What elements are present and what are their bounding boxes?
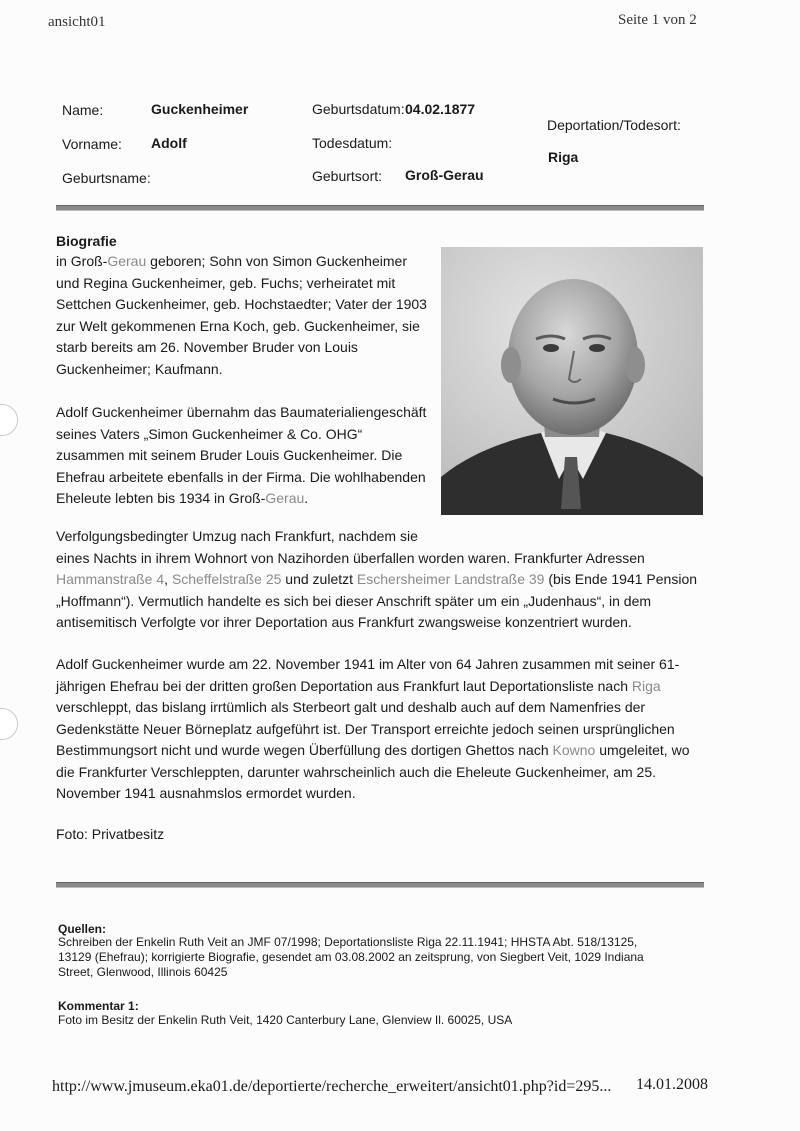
name-label: Name: xyxy=(62,102,104,118)
bio-text-run: und zuletzt xyxy=(281,571,357,587)
footer-url: http://www.jmuseum.eka01.de/deportierte/recherche_erweitert/ansicht01.php?id=295... xyxy=(52,1078,612,1095)
header-page-count: Seite 1 von 2 xyxy=(618,12,697,28)
bio-text-run: in Groß- xyxy=(56,253,108,269)
divider-bottom xyxy=(56,882,704,888)
biography-title: Biografie xyxy=(56,233,117,249)
sources-title: Quellen: xyxy=(58,922,107,936)
bio-text-run: Adolf Guckenheimer wurde am 22. November 1941 im Alter von 64 Jahren zusammen mit seiner 61- jährigen Ehefrau bei der dritten großen Deportation aus Frankfurt laut Deportationsliste nach xyxy=(56,656,680,694)
place-link[interactable]: Eschersheimer Landstraße 39 xyxy=(356,571,545,587)
place-link[interactable]: Gerau xyxy=(107,253,147,269)
punch-hole-upper xyxy=(0,404,18,436)
bio-text-run: Verfolgungsbedingter Umzug nach Frankfurt, nachdem sie eines Nachts in ihrem Wohnort von Nazihorden überfallen worden waren. Frankfurter Adressen xyxy=(56,528,645,566)
geburtsort-value: Groß-Gerau xyxy=(405,167,484,183)
vorname-value: Adolf xyxy=(151,135,187,151)
geburtsname-label: Geburtsname: xyxy=(62,170,151,186)
comment-text: Foto im Besitz der Enkelin Ruth Veit, 1420 Canterbury Lane, Glenview Il. 60025, USA xyxy=(58,1013,513,1027)
bio-paragraph-1 xyxy=(56,251,436,380)
bio-text-run: verschleppt, das bislang irrtümlich als Sterbeort galt und deshalb auch auf dem Namenfries der Gedenkstätte Neuer Börneplatz aufgeführt ist. Der Transport erreichte jedoch seinen ursprünglichen Bestimmungsort nicht und wurde wegen Überfüllung des dortigen Ghettos nach xyxy=(56,699,675,758)
punch-hole-lower xyxy=(0,708,18,740)
bio-text-run: . xyxy=(304,490,309,506)
geburtsdatum-label: Geburtsdatum: xyxy=(312,101,405,117)
bio-text-run: Adolf Guckenheimer übernahm das Baumaterialiengeschäft seines Vaters „Simon Guckenheimer & Co. OHG“ zusammen mit seinem Bruder Louis Guckenheimer. Die Ehefrau arbeitete ebenfalls in der Firma. Die wohlhabenden Eheleute lebten bis 1934 in Groß- xyxy=(56,404,427,506)
name-value: Guckenheimer xyxy=(151,101,249,117)
deportation-value: Riga xyxy=(548,149,579,165)
bio-text-run: (bis Ende 1941 Pension „Hoffmann“). Vermutlich handelte es sich bei dieser Anschrift später um ein „Judenhaus“, in dem antisemitisch Verfolgte vor ihrer Deportation aus Frankfurt zwangsweise konzentriert wurden. xyxy=(56,571,698,630)
comment-title: Kommentar 1: xyxy=(58,999,139,1013)
todesdatum-label: Todesdatum: xyxy=(312,135,393,151)
bio-text-run: geboren; Sohn von Simon Guckenheimer und Regina Guckenheimer, geb. Fuchs; verheiratet mit Settchen Guckenheimer, geb. Hochstaedter; Vater der 1903 zur Welt gekommenen Erna Koch, geb. Guckenheimer, sie starb bereits am 26. November Bruder von Louis Guckenheimer; Kaufmann. xyxy=(56,253,427,377)
bio-text-run: umgeleitet, wo die Frankfurter Verschleppten, darunter wahrscheinlich auch die Eheleute Guckenheimer, am 25. November 1941 ausnahmslos ermordet wurden. xyxy=(56,742,690,801)
place-link[interactable]: Riga xyxy=(631,677,661,694)
place-link[interactable]: Scheffelstraße 25 xyxy=(171,571,282,587)
deportation-label: Deportation/Todesort: xyxy=(547,117,681,133)
bio-paragraph-3 xyxy=(56,526,716,634)
place-link[interactable]: Kowno xyxy=(552,742,596,758)
bio-paragraph-4 xyxy=(56,654,716,805)
place-link[interactable]: Gerau xyxy=(265,490,305,506)
photo-credit: Foto: Privatbesitz xyxy=(56,826,165,842)
geburtsdatum-value: 04.02.1877 xyxy=(405,101,476,117)
header-filename: ansicht01 xyxy=(48,14,106,30)
bio-paragraph-2 xyxy=(56,402,441,510)
sources-text: Schreiben der Enkelin Ruth Veit an JMF 07/1998; Deportationsliste Riga 22.11.1941; HHSTA Abt. 518/13125, 13129 (Ehefrau); korrigierte Biografie, gesendet am 03.08.2002 an zeitsprung, von Siegbert Veit, 1029 Indiana Street, Glenwood, Illinois 60425 xyxy=(58,935,644,979)
vorname-label: Vorname: xyxy=(62,136,122,152)
geburtsort-label: Geburtsort: xyxy=(312,168,383,184)
divider-top xyxy=(56,205,704,211)
bio-text-run: , xyxy=(164,571,172,587)
place-link[interactable]: Hammanstraße 4 xyxy=(56,571,165,587)
portrait-photo xyxy=(441,247,703,515)
footer-date: 14.01.2008 xyxy=(636,1076,708,1093)
